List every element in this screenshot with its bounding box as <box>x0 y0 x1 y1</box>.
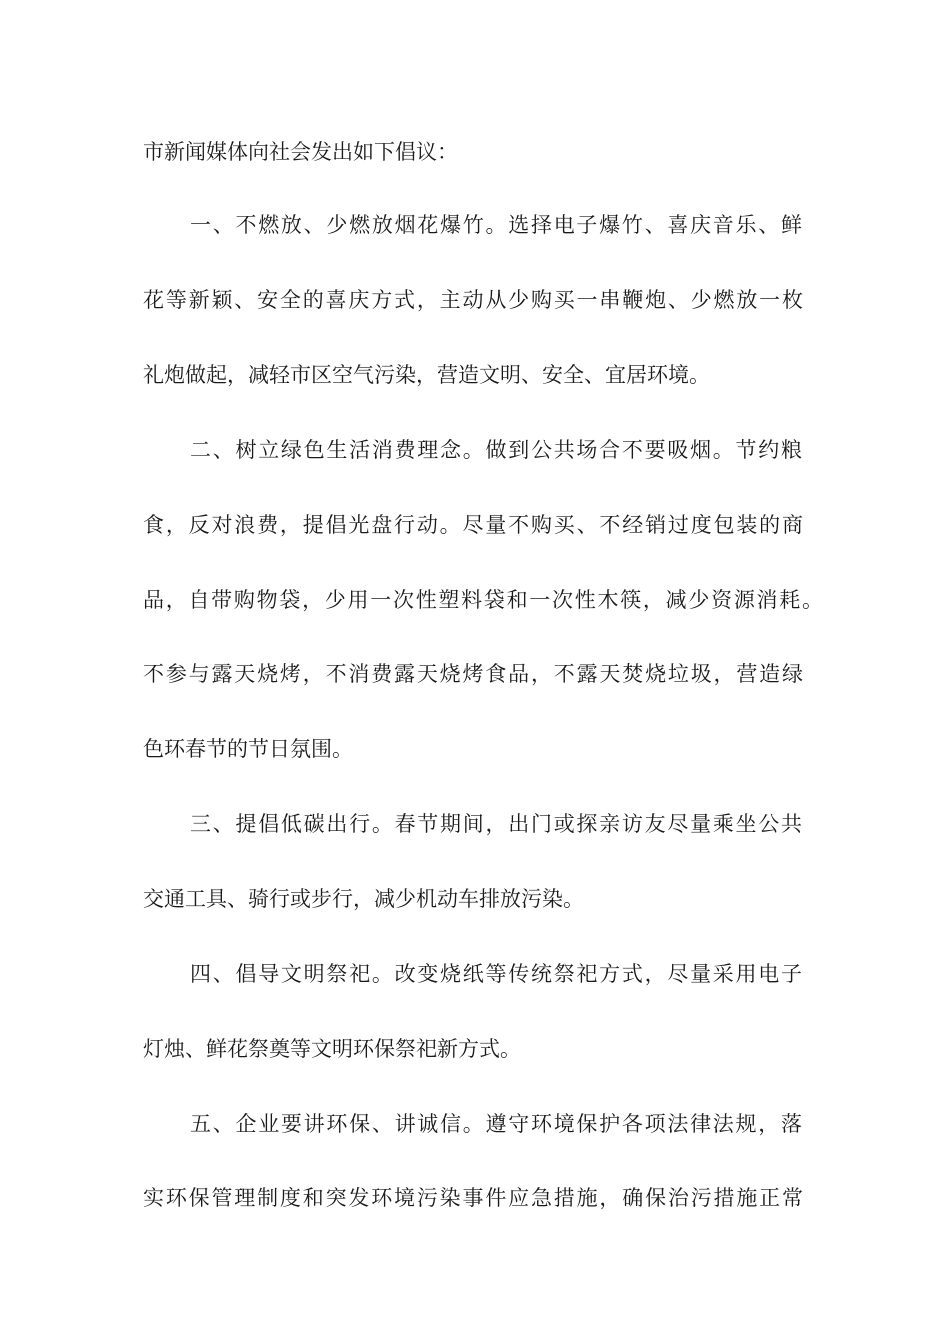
text-line: 礼炮做起，减轻市区空气污染，营造文明、安全、宜居环境。 <box>143 363 710 387</box>
paragraph-5-line: 五、企业要讲环保、讲诚信。遵守环境保护各项法律法规，落 <box>190 1112 802 1136</box>
text-line: 交通工具、骑行或步行，减少机动车排放污染。 <box>143 887 584 911</box>
text-line: 灯烛、鲜花祭奠等文明环保祭祀新方式。 <box>143 1037 521 1061</box>
text-line: 实环保管理制度和突发环境污染事件应急措施，确保治污措施正常 <box>143 1186 803 1210</box>
paragraph-1-line: 一、不燃放、少燃放烟花爆竹。选择电子爆竹、喜庆音乐、鲜 <box>190 213 802 237</box>
paragraph-3-line: 三、提倡低碳出行。春节期间，出门或探亲访友尽量乘坐公共 <box>190 812 802 836</box>
text-line: 食，反对浪费，提倡光盘行动。尽量不购买、不经销过度包装的商 <box>143 513 803 537</box>
text-line: 花等新颖、安全的喜庆方式，主动从少购买一串鞭炮、少燃放一枚 <box>143 288 803 312</box>
text-line: 品，自带购物袋，少用一次性塑料袋和一次性木筷，减少资源消耗。 <box>143 588 823 612</box>
text-line: 色环春节的节日氛围。 <box>143 737 353 761</box>
paragraph-2-line: 二、树立绿色生活消费理念。做到公共场合不要吸烟。节约粮 <box>190 438 802 462</box>
text-line: 不参与露天烧烤，不消费露天烧烤食品，不露天焚烧垃圾，营造绿 <box>143 662 803 686</box>
paragraph-4-line: 四、倡导文明祭祀。改变烧纸等传统祭祀方式，尽量采用电子 <box>190 962 802 986</box>
text-line: 市新闻媒体向社会发出如下倡议： <box>143 140 458 164</box>
